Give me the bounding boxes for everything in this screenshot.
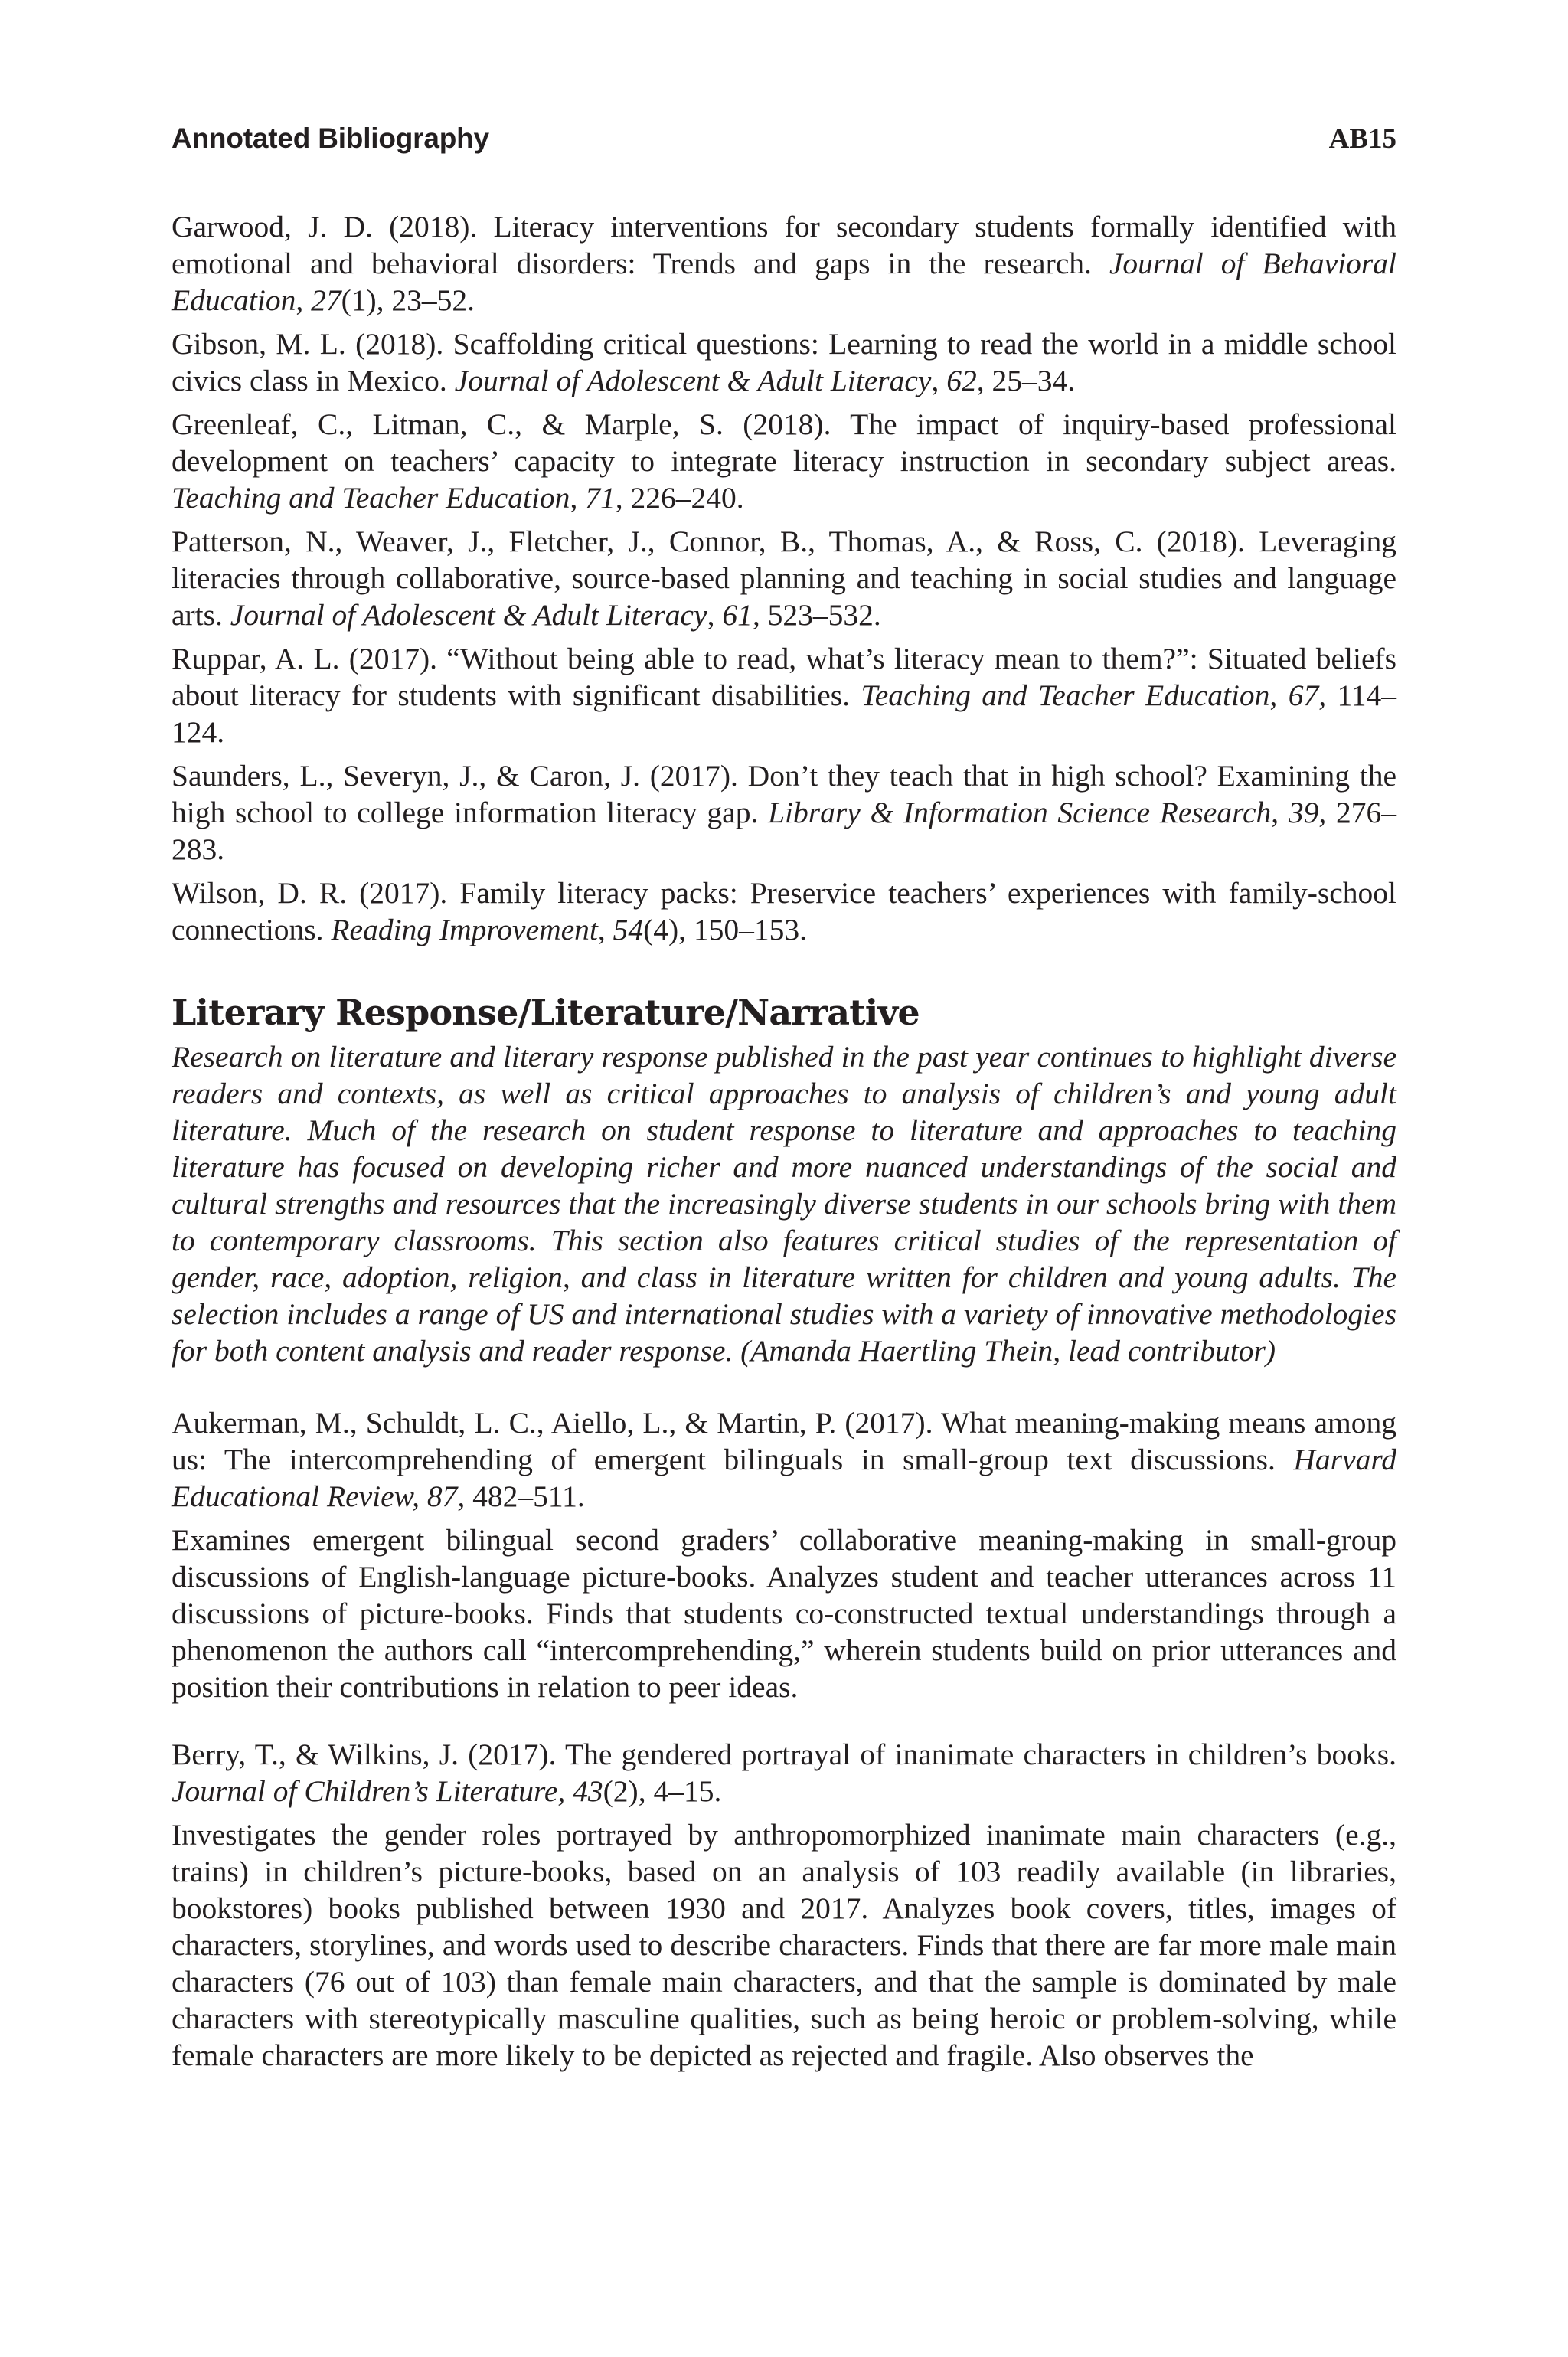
reference-entry: Ruppar, A. L. (2017). “Without being able to read, what’s literacy mean to them?”: Situated beliefs about literacy for students with significant disabilities. Teaching and Teacher Education, 67, 114–124. [172, 642, 1396, 749]
running-head [172, 123, 1396, 161]
reference-entry: Gibson, M. L. (2018). Scaffolding critical questions: Learning to read the world in a middle school civics class in Mexico. Journal of Adolescent & Adult Literacy, 62, 25–34. [172, 327, 1396, 397]
reference-entry: Saunders, L., Severyn, J., & Caron, J. (2017). Don’t they teach that in high school? Examining the high school to college information literacy gap. Library & Information Science Research, 39, 276–283. [172, 759, 1396, 866]
section-heading: Literary Response/Literature/Narrative [172, 992, 920, 1033]
running-head-title: Annotated Bibliography [172, 123, 489, 154]
annotation: Examines emergent bilingual second graders’ collaborative meaning-making in small-group discussions of English-language picture-books. Analyzes student and teacher utterances across 11 discussions of picture-books. Finds that students co-constructed textual understandings through a phenomenon the authors call “intercomprehending,” wherein students build on prior utterances and position their contributions in relation to peer ideas. [172, 1523, 1396, 1704]
reference-entry: Wilson, D. R. (2017). Family literacy packs: Preservice teachers’ experiences with family-school connections. Reading Improvement, 54(4), 150–153. [172, 876, 1396, 946]
page-content [172, 208, 1396, 2104]
section-intro: Research on literature and literary response published in the past year continues to highlight diverse readers and contexts, as well as critical approaches to analysis of children’s and young adult literature. Much of the research on student response to literature and approaches to teaching literature has focused on developing richer and more nuanced understandings of the social and cultural strengths and resources that the increasingly diverse students in our schools bring with them to contemporary classrooms. This section also features critical studies of the representation of gender, race, adoption, religion, and class in literature written for children and young adults. The selection includes a range of US and international studies with a variety of innovative methodologies for both content analysis and reader response. (Amanda Haertling Thein, lead contributor) [172, 1040, 1396, 1368]
reference-entry: Garwood, J. D. (2018). Literacy interventions for secondary students formally identified with emotional and behavioral disorders: Trends and gaps in the research. Journal of Behavioral Education, 27(1), 23–52. [172, 210, 1397, 317]
reference-entry: Patterson, N., Weaver, J., Fletcher, J., Connor, B., Thomas, A., & Ross, C. (2018). Leveraging literacies through collaborative, source-based planning and teaching in social studies and language arts. Journal of Adolescent & Adult Literacy, 61, 523–532. [172, 525, 1396, 632]
annotated-reference: Berry, T., & Wilkins, J. (2017). The gendered portrayal of inanimate characters in children’s books. Journal of Children’s Literature, 43(2), 4–15. [172, 1738, 1396, 1808]
annotation: Investigates the gender roles portrayed by anthropomorphized inanimate main characters (e.g., trains) in children’s picture-books, based on an analysis of 103 readily available (in libraries, bookstores) books published between 1930 and 2017. Analyzes book covers, titles, images of characters, storylines, and words used to describe characters. Finds that there are far more male main characters (76 out of 103) than female main characters, and that the sample is dominated by male characters with stereotypically masculine qualities, such as being heroic or problem-solving, while female characters are more likely to be depicted as rejected and fragile. Also observes the [172, 1818, 1396, 2072]
annotated-reference: Aukerman, M., Schuldt, L. C., Aiello, L., & Martin, P. (2017). What meaning-making means among us: The intercomprehending of emergent bilinguals in small-group text discussions. Harvard Educational Review, 87, 482–511. [172, 1406, 1396, 1513]
reference-entry: Greenleaf, C., Litman, C., & Marple, S. (2018). The impact of inquiry-based professional development on teachers’ capacity to integrate literacy instruction in secondary subject areas. Teaching and Teacher Education, 71, 226–240. [172, 407, 1396, 515]
page-number: AB15 [1328, 123, 1396, 155]
